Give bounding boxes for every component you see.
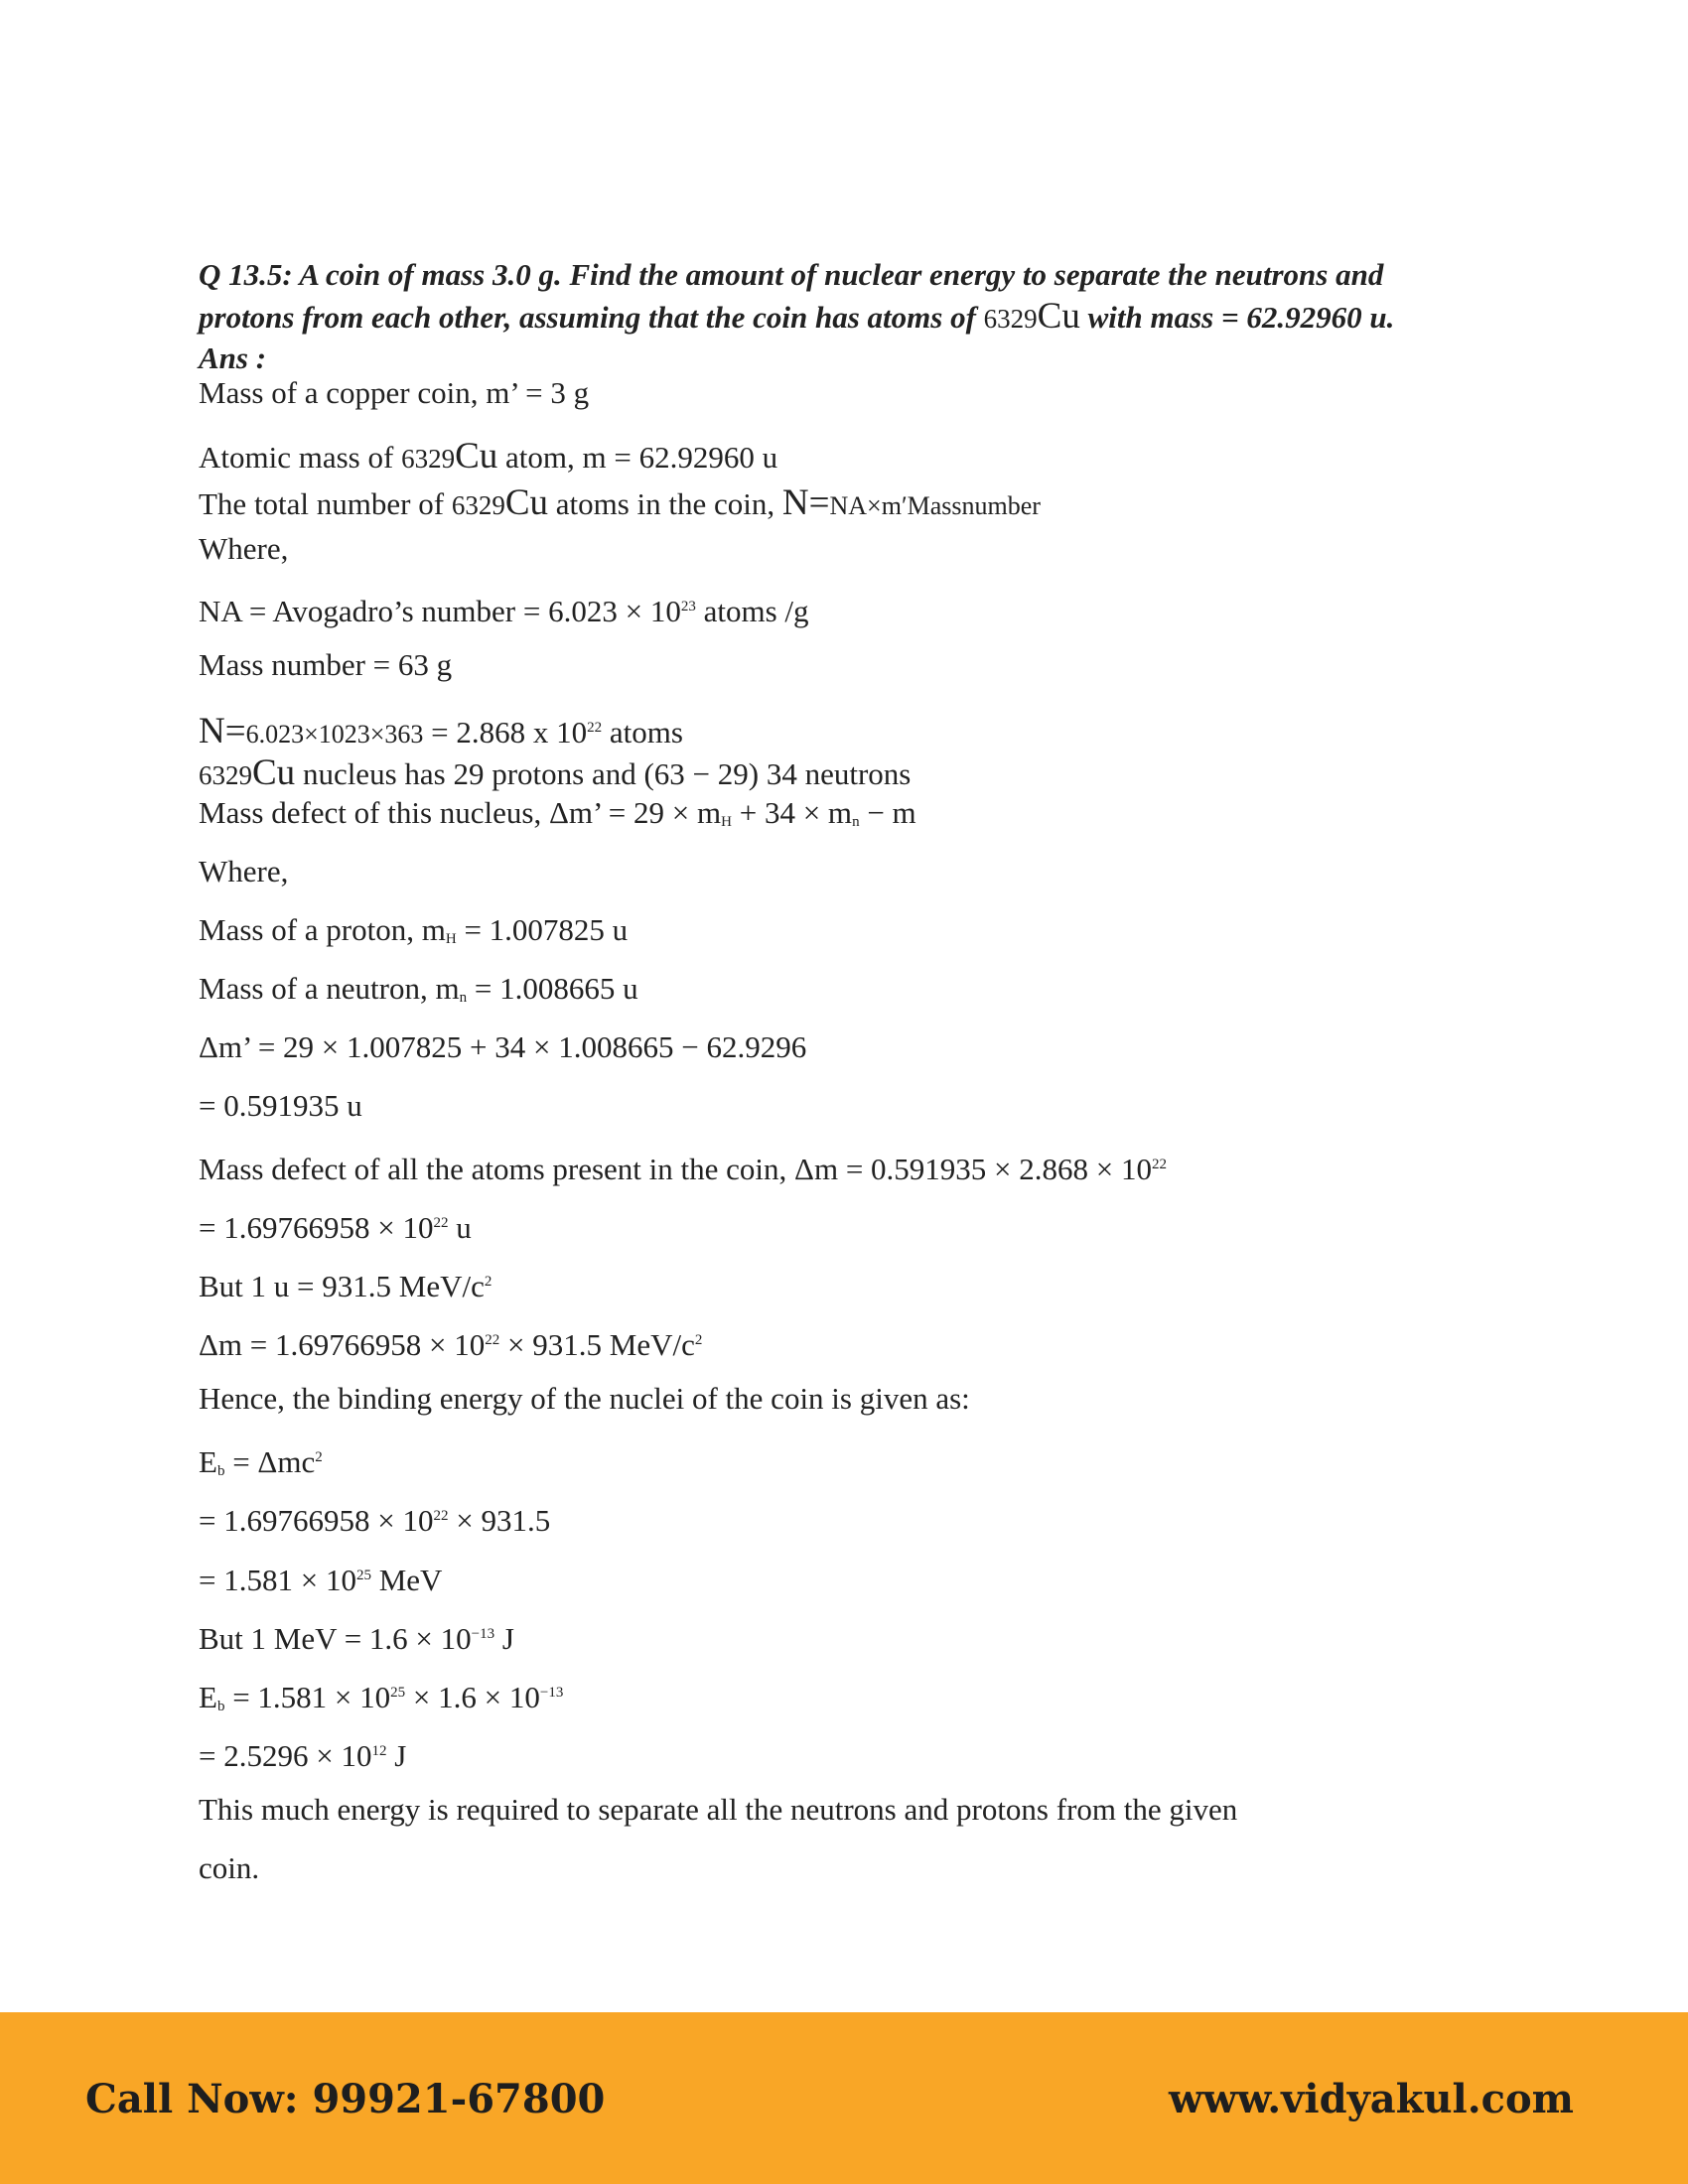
text-line: But 1 u = 931.5 MeV/$c^2$ <box>199 1269 492 1303</box>
text-line: This much energy is required to separate all the neutrons and protons from the given <box>199 1792 1238 1827</box>
question-line-1: Q 13.5: A coin of mass 3.0 g. Find the amount of nuclear energy to separate the neutrons and <box>199 257 1384 292</box>
text-line: Mass number = 63 g <box>199 647 453 682</box>
text-line: Mass of a proton, $m_H = 1.007825$ u <box>199 912 629 947</box>
text-line: Hence, the binding energy of the nuclei of the coin is given as: <box>199 1381 970 1416</box>
text-line: $\Delta m = 1.69766958 \times 10^{22} \times 931.5$ MeV/$c^2$ <box>199 1327 703 1362</box>
website-link[interactable]: www.vidyakul.com <box>1168 2076 1574 2122</box>
text-line: The total number of 6329Cu atoms in the coin, N=NA×m′Massnumber <box>199 482 1041 523</box>
text-line: = 0.591935 u <box>199 1088 362 1123</box>
text-line: N=6.023×1023×363 = 2.868 x $10^{22}$ atoms <box>199 711 683 751</box>
text-line: Where, <box>199 854 289 888</box>
answer-label: Ans : <box>199 341 267 375</box>
footer-banner <box>0 2012 1688 2184</box>
text-line: = $1.69766958 \times 10^{22}$ u <box>199 1210 472 1245</box>
text-line: Mass of a neutron, $m_n = 1.008665$ u <box>199 971 638 1006</box>
fraction-inline: NA×m′Massnumber <box>829 491 1041 520</box>
isotope-symbol: Cu <box>1037 296 1080 337</box>
text-line: = $1.581 \times 10^{25}$ MeV <box>199 1563 443 1597</box>
text-line: Where, <box>199 531 289 566</box>
text-line: Mass defect of this nucleus, Δm’ = $29 \times m_H + 34 \times m_n - m$ <box>199 795 916 830</box>
text-line: = $2.5296 \times 10^{12}$ J <box>199 1738 407 1773</box>
text-line: Mass of a copper coin, m’ = 3 g <box>199 375 590 410</box>
text-line: $E_b = \Delta mc^2$ <box>199 1444 323 1479</box>
text-line: But 1 MeV = $1.6 \times 10^{-13}$ J <box>199 1621 514 1656</box>
phone-number[interactable]: Call Now: 99921-67800 <box>85 2076 606 2122</box>
text-line: coin. <box>199 1850 260 1885</box>
question-line-2: protons from each other, assuming that the coin has atoms of 6329Cu with mass = 62.92960 u. <box>199 296 1395 337</box>
text-line: Mass defect of all the atoms present in the coin, $\Delta m = 0.591935 \times 2.868 \times 10^{22}$ <box>199 1152 1168 1186</box>
text-line: Atomic mass of 6329Cu atom, m = 62.92960 u <box>199 436 778 477</box>
text-line: NA = Avogadro’s number = $6.023 \times 10^{23}$ atoms /g <box>199 594 809 628</box>
isotope-number: 6329 <box>983 304 1038 334</box>
text-line: Δm’ = 29 × 1.007825 + 34 × 1.008665 − 62.9296 <box>199 1029 807 1064</box>
text-line: $E_b = 1.581 \times 10^{25} \times 1.6 \times 10^{-13}$ <box>199 1680 564 1714</box>
text-line: 6329Cu nucleus has 29 protons and (63 − 29) 34 neutrons <box>199 752 912 793</box>
text-line: = $1.69766958 \times 10^{22} \times 931.5$ <box>199 1503 551 1538</box>
